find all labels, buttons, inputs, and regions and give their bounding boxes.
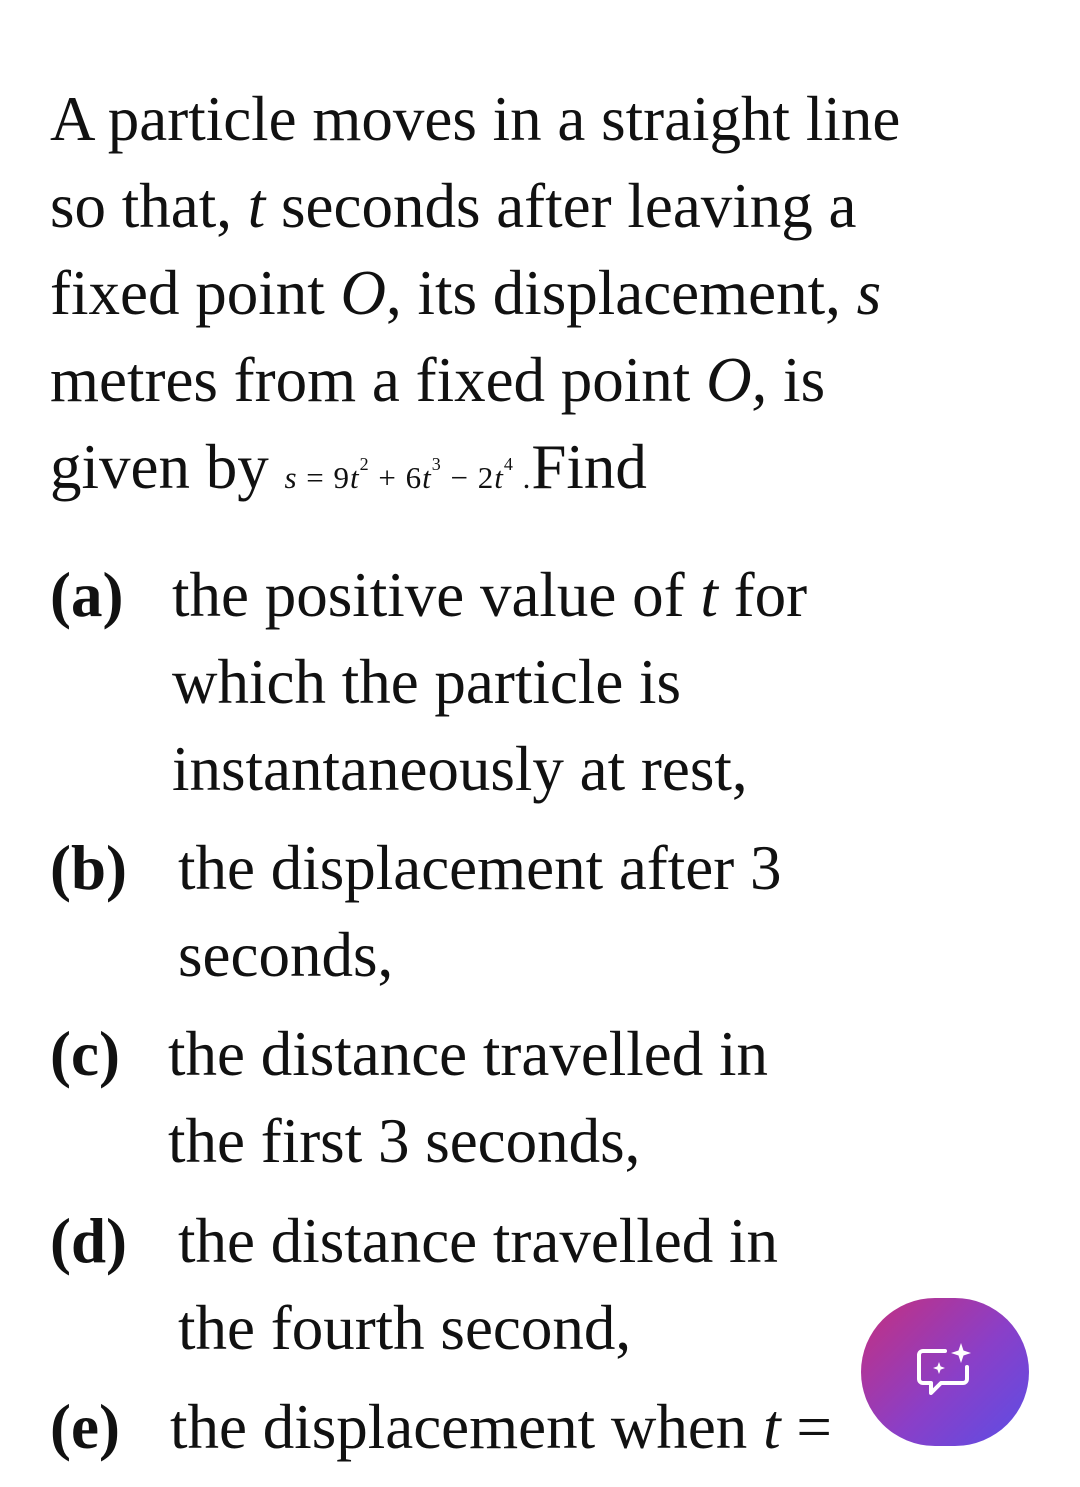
ai-assistant-button[interactable] [861,1298,1029,1446]
formula-part: + 6 [369,460,423,495]
formula-exponent: 4 [503,454,514,474]
part-text-run: = [780,1392,832,1462]
variable-t: t [247,171,266,241]
displacement-formula [284,454,532,495]
formula-part: − 2 [441,460,495,495]
part-line: the distance travelled in [178,1206,779,1276]
variable-t: t [700,560,718,630]
stem-text: so that, [50,171,248,241]
variable-s: s [856,258,882,328]
stem-text: metres from a fixed point [50,345,707,415]
formula-t: t [350,460,360,495]
part-line: which the particle is [172,647,682,717]
stem-text: Find [531,432,647,502]
part-label: (d) [50,1206,127,1276]
formula-part: . [513,460,532,495]
variable-o: O, [706,345,768,415]
variable-t: t [763,1392,781,1462]
stem-text: , its displacement, [385,258,857,328]
part-text [170,1384,832,1471]
part-text [178,825,781,999]
stem-text: fixed point [50,258,341,328]
stem-text: is [767,345,826,415]
formula-t: t [494,460,504,495]
part-line: the displacement after 3 [178,833,782,903]
part-text-run: the displacement when [170,1392,764,1462]
formula-part: = 9 [297,460,351,495]
formula-t: t [422,460,432,495]
stem-text: given by [50,432,285,502]
stem-line-1: A particle moves in a straight line [50,84,901,154]
stem-line-2 [50,163,1060,250]
part-label: (e) [50,1392,120,1462]
part-label: (a) [50,560,124,630]
part-text [168,1011,768,1185]
stem-line-4 [50,337,1060,424]
part-text [178,1198,778,1372]
formula-exponent: 2 [359,454,370,474]
variable-o: O [340,258,386,328]
stem-line-3 [50,250,1060,337]
part-line [172,552,807,639]
formula-s: s [284,460,298,495]
stem-text: seconds after leaving a [265,171,857,241]
part-line: instantaneously at rest, [172,734,748,804]
part-label: (b) [50,833,127,903]
part-line [170,1384,832,1471]
part-text-run: for [717,560,808,630]
question-stem [50,76,1060,521]
formula-exponent: 3 [431,454,442,474]
part-label: (c) [50,1019,120,1089]
part-line: the distance travelled in [168,1019,769,1089]
part-text [172,552,807,813]
part-text-run: the positive value of [172,560,701,630]
ai-chat-sparkle-icon [913,1341,977,1403]
part-line: the first 3 seconds, [168,1106,641,1176]
part-line: the fourth second, [178,1293,632,1363]
part-line: seconds, [178,920,394,990]
stem-line-5 [50,424,1060,521]
